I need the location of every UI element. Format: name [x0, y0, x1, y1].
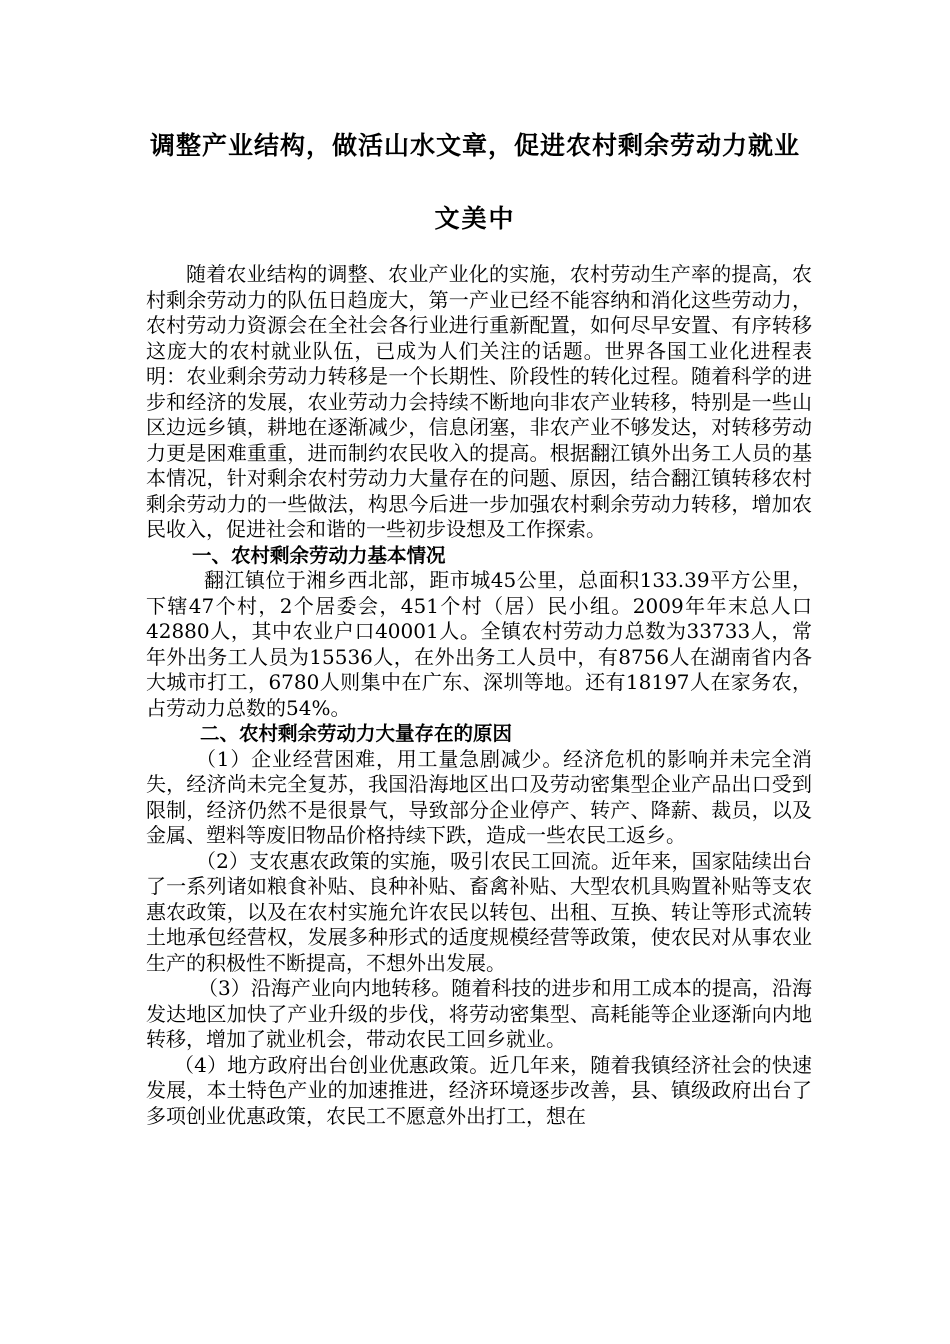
section-1-heading: 一、农村剩余劳动力基本情况: [192, 543, 446, 567]
section-1-paragraph: 翻江镇位于湘乡西北部，距市城45公里，总面积133.39平方公里，下辖47个村，2个居委会，451个村（居）民小组。2009年年末总人口42880人，其中农业户口40001人。全镇农村劳动力总数为33733人，常年外出务工人员为15536人，在外出务工人员中，有8756人在湖南省内各大城市打工，6780人则集中在广东、深圳等地。还有18197人在家务农，占劳动力总数的54%。: [146, 568, 812, 720]
reason-1-paragraph: （1）企业经营困难，用工量急剧减少。经济危机的影响并未完全消失，经济尚未完全复苏，我国沿海地区出口及劳动密集型企业产品出口受到限制，经济仍然不是很景气，导致部分企业停产、转产、降薪、裁员，以及金属、塑料等废旧物品价格持续下跌，造成一些农民工返乡。: [146, 746, 812, 847]
document-author: 文美中: [434, 204, 516, 233]
document-title: 调整产业结构，做活山水文章，促进农村剩余劳动力就业: [149, 131, 800, 160]
section-2-heading: 二、农村剩余劳动力大量存在的原因: [200, 722, 513, 745]
document-body: [146, 262, 812, 1129]
reason-4-paragraph: （4）地方政府出台创业优惠政策。近几年来，随着我镇经济社会的快速发展，本土特色产业的加速推进，经济环境逐步改善，县、镇级政府出台了多项创业优惠政策，农民工不愿意外出打工，想在: [146, 1052, 812, 1128]
intro-paragraph: 随着农业结构的调整、农业产业化的实施，农村劳动生产率的提高，农村剩余劳动力的队伍日趋庞大，第一产业已经不能容纳和消化这些劳动力，农村劳动力资源会在全社会各行业进行重新配置，如何尽早安置、有序转移这庞大的农村就业队伍，已成为人们关注的话题。世界各国工业化进程表明：农业剩余劳动力转移是一个长期性、阶段性的转化过程。随着科学的进步和经济的发展，农业劳动力会持续不断地向非农产业转移，特别是一些山区边远乡镇，耕地在逐渐减少，信息闭塞，非农产业不够发达，对转移劳动力更是困难重重，进而制约农民收入的提高。根据翻江镇外出务工人员的基本情况，针对剩余农村劳动力大量存在的问题、原因，结合翻江镇转移农村剩余劳动力的一些做法，构思今后进一步加强农村剩余劳动力转移，增加农民收入，促进社会和谐的一些初步设想及工作探索。: [146, 262, 812, 541]
reason-3-paragraph: （3）沿海产业向内地转移。随着科技的进步和用工成本的提高，沿海发达地区加快了产业升级的步伐，将劳动密集型、高耗能等企业逐渐向内地转移，增加了就业机会，带动农民工回乡就业。: [146, 976, 812, 1051]
reason-2-paragraph: （2）支农惠农政策的实施，吸引农民工回流。近年来，国家陆续出台了一系列诸如粮食补贴、良种补贴、畜禽补贴、大型农机具购置补贴等支农惠农政策，以及在农村实施允许农民以转包、出租、互换、转让等形式流转土地承包经营权，发展多种形式的适度规模经营等政策，使农民对从事农业生产的积极性不断提高，不想外出发展。: [146, 848, 812, 975]
